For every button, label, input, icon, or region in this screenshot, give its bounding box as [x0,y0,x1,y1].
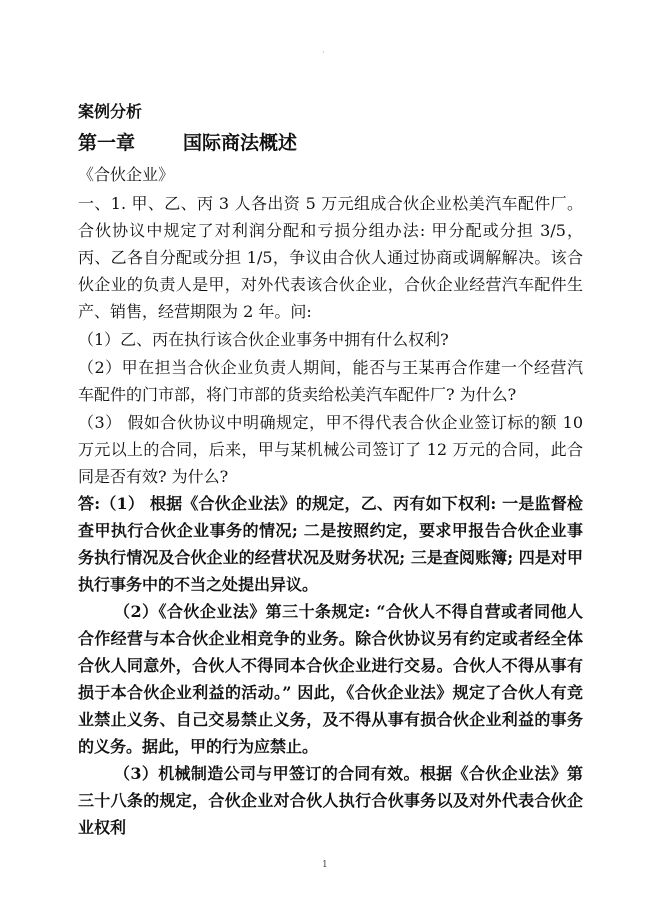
answer-paragraph-1: 答:（1） 根据《合伙企业法》的规定，乙、丙有如下权利: 一是监督检查甲执行合伙企业事务的情况; 二是按照约定，要求甲报告合伙企业事务执行情况及合伙企业的经营状况及财务状况; 三是查阅账簿; 四是对甲执行事务中的不当之处提出异议。 [78,494,583,594]
chapter-number: 第一章 [78,132,136,154]
document-body [78,100,583,841]
case-intro-paragraph: 一、1. 甲、乙、丙 3 人各出资 5 万元组成合伙企业松美汽车配件厂。合伙协议中规定了对利润分配和亏损分组办法: 甲分配或分担 3/5，丙、乙各自分配或分担 1/5，争议由合伙人通过协商或调解解决。该合伙企业的负责人是甲，对外代表该合伙企业，合伙企业经营汽车配件生产、销售，经营期限为 2 年。问: [78,194,583,321]
chapter-title: 国际商法概述 [183,132,298,154]
header-mark: · [322,48,325,57]
page-number: 1 [322,860,328,870]
subsection-title: 《合伙企业》 [78,165,175,184]
section-label: 案例分析 [78,102,143,121]
question-3: （3） 假如合伙协议中明确规定，甲不得代表合伙企业签订标的额 10 万元以上的合同，后来，甲与某机械公司签订了 12 万元的合同，此合同是否有效? 为什么? [78,413,583,486]
answer-paragraph-2: （2）《合伙企业法》第三十条规定: “合伙人不得自营或者同他人合作经营与本合伙企业相竞争的业务。除合伙协议另有约定或者经全体合伙人同意外，合伙人不得同本合伙企业进行交易。合伙人不得从事有损于本合伙企业利益的活动。” 因此，《合伙企业法》规定了合伙人有竞业禁止义务、自己交易禁止义务，及不得从事有损合伙企业利益的事务的义务。据此，甲的行为应禁止。 [78,602,583,756]
question-1: （1）乙、丙在执行该合伙企业事务中拥有什么权利? [78,330,449,349]
chapter-heading [78,128,583,158]
question-2: （2）甲在担当合伙企业负责人期间，能否与王某再合作建一个经营汽车配件的门市部，将门市部的货卖给松美汽车配件厂? 为什么? [78,358,583,404]
answer-paragraph-3: （3）机械制造公司与甲签订的合同有效。根据《合伙企业法》第三十八条的规定，合伙企业对合伙人执行合伙事务以及对外代表合伙企业权利 [78,764,583,837]
